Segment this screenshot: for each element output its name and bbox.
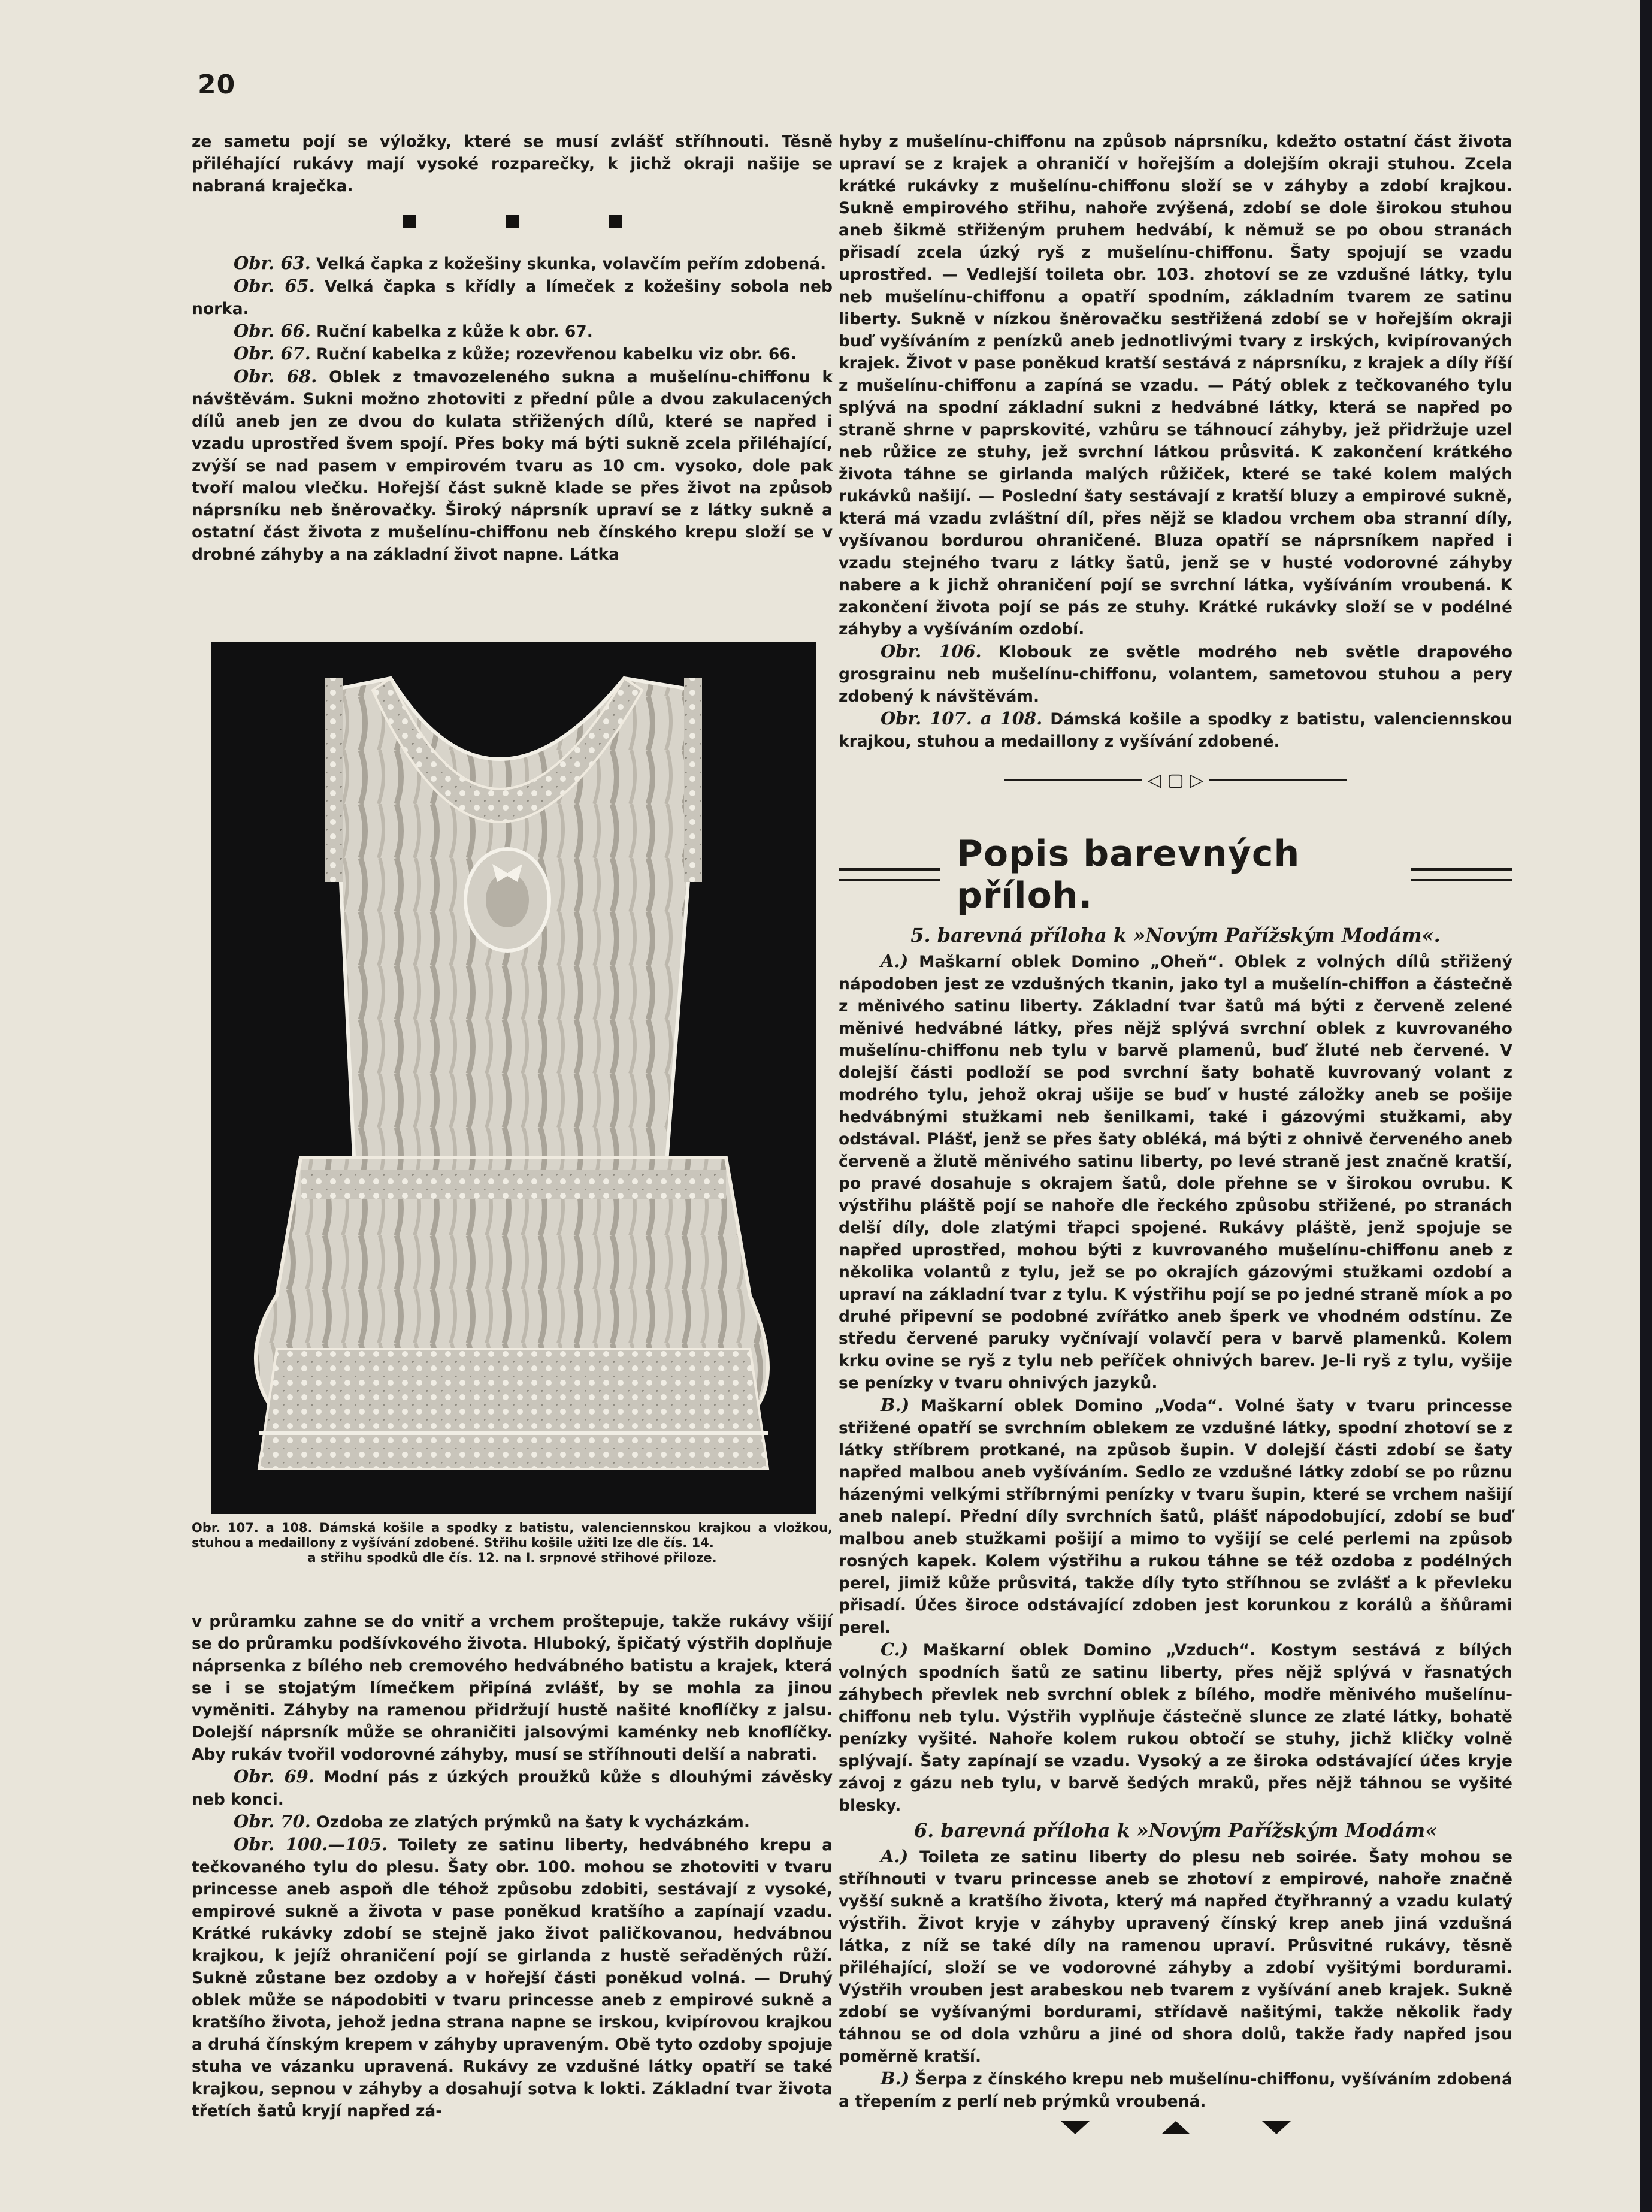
entry-obr-100-105: Obr. 100.—105. Toilety ze satinu liberty, hedvábného krepu a tečkovaného tylu do plesu. Šaty obr. 100. mohou se zhotoviti v tvaru princesse aneb aspoň dle téhož způsobu zdobiti, sestávají z vysoké, empirové sukně a života v pase poněkud kratšího a zapínají vzadu. Krátké rukávky zdobí se stejně jako život paličkovanou, hedvábnou krajkou, k jejíž ohraničení pojí se girlanda z hustě seřaděných růží. Sukně zůstane bez ozdoby a v hořejší části poněkud volná. — Druhý oblek může se nápodobiti v tvaru princesse aneb z empirové sukně a kratšího života, jehož jedna strana napne se irskou, kvipírovou krajkou a druhá čínským krepem v záhyby upraveným. Obě tyto ozdoby spojuje stuha ve vázanku upravená. Rukávy ze vzdušné látky opatří se také krajkou, sepnou v záhyby a dosahují sotva k lokti. Základní tvar života třetích šatů kryjí napřed zá- [192,1834,833,2120]
divider-line-right [1209,779,1347,781]
triangle-down-icon [1262,2121,1291,2134]
triangle-up-icon [1161,2121,1190,2134]
plate5-item-b: B.) Maškarní oblek Domino „Voda“. Volné šaty v tvaru princesse střižené opatří se svrchním oblekem ze vzdušné látky, spodní zhotoví se z látky stříbrem protkané, na způsob šupin. V dolejší části zdobí se šaty napřed malbou aneb vyšíváním. Sedlo ze vzdušné látky zdobí se po různu házenými velkými stříbrnými penízky v tvaru šupin, které se vrchem našijí aneb nalepí. Přední díly svrchních šatů, plášť nápodobující, zdobí se buď malbou aneb stužkami pošijí a mimo to vyšijí se celé perlemi na způsob rosných kapek. Kolem výstřihu a rukou táhne se též ozdoba z podélných perel, jimiž kůže průsvitá, takže díly tyto stříhnou se zvlášť a k převleku přisadí. Účes široce odstávající zdoben jest korunkou z korálů a šňůrami perel. [839,1395,1512,1637]
square-ornament [403,215,416,228]
medallion-center [486,872,529,927]
divider-line-left [1004,779,1142,781]
square-ornament [506,215,519,228]
subheading-plate-6: 6. barevná příloha k »Novým Pařížským Modám« [913,1819,1438,1842]
ornamental-divider [839,768,1512,792]
subheading-plate-5: 5. barevná příloha k »Novým Pařížským Modám«. [910,924,1441,947]
page-number: 20 [198,69,236,100]
section-break-squares [192,215,833,228]
entry-obr-68: Obr. 68. Oblek z tmavozeleného sukna a mušelínu-chiffonu k návštěvám. Sukni možno zhotoviti z přední půle a dvou zakulacených dílů aneb jen ze dvou do kulata střižených dílů, které se napřed i vzadu uprostřed švem spojí. Přes boky má býti sukně zcela přiléhající, zvýší se nad pasem v empirovém tvaru as 10 cm. vysoko, dole pak tvoří malou vlečku. Hořejší část sukně klade se přes život na způsob náprsníku neb šněrovačky. Široký náprsník upraví se z látky sukně a ostatní část života z mušelínu-chiffonu neb čínského krepu složí se v drobné záhyby a na základní život napne. Látka [192,366,833,564]
entry-obr-65: Obr. 65. Velká čapka s křídly a límeček z kožešiny sobola neb norka. [192,276,833,318]
section-heading [839,833,1512,917]
caption-line-2: a střihu spodků dle čís. 12. na I. srpnové střihové přiloze. [307,1551,717,1565]
divider-ornament: ◁ ▢ ▷ [1147,769,1204,791]
plate5-item-a: A.) Maškarní oblek Domino „Oheň“. Oblek z volných dílů střižený nápodoben jest ze vzdušných tkanin, jako tyl a mušelín-chiffon a částečně z měnivého satinu liberty. Základní tvar šatů má býti z červeně zelené měnivé hedvábné látky, přes nějž splývá svrchní oblek z kuvrovaného mušelínu-chiffonu neb tylu v barvě plamenů, buď žluté neb červené. V dolejší části podloží se pod svrchní šaty bohatě kuvrovaný volant z modrého tylu, jehož okraj ušije se buď v husté záložky aneb se pošije hedvábnými stužkami neb šenilkami, také i gázovými stužkami, aby odstával. Plášť, jenž se přes šaty obléká, má býti z ohnivě červeného aneb červeně a žlutě měnivého satinu liberty, po levé straně jest značně kratší, po pravé dosahuje s okrajem šatů, dole přehne se v širokou ovrubu. K výstřihu pláště pojí se nahoře dle řeckého způsobu střižené, po stranách delší díly, dole zlatými třapci spojené. Rukávy pláště, jenž spojuje se napřed uprostřed, mohou býti z kuvrovaného mušelínu-chiffonu aneb z několika volantů z tylu, jež se po okrajích gázovými stužkami ozdobí a upraví na základní tvar z tylu. K výstřihu pojí se po jedné straně míok a po druhé připevní se podobné zvířátko aneb šperk ve vhodném odstínu. Ze středu červené paruky vyčnívají volavčí pera v barvě plamenků. Kolem krku ovine se ryš z tylu neb peříček ohnivých barev. Je-li ryš z tylu, vyšije se penízky v tvaru ohnivých jazyků. [839,951,1512,1392]
paragraph-toilets-continued: hyby z mušelínu-chiffonu na způsob náprsníku, kdežto ostatní část života upraví se z krajek a ohraničí v hořejším a dolejším okraji stuhou. Zcela krátké rukávky z mušelínu-chiffonu složí se v záhyby a zdobí krajkou. Sukně empirového střihu, nahoře zvýšená, zdobí se dole širokou stuhou aneb šikmě střiženým pruhem hedvábí, k němuž se po obou stranách přisadí zcela úzký ryš z mušelínu-chiffonu. Šaty spojují se vzadu uprostřed. — Vedlejší toileta obr. 103. zhotoví se ze vzdušné látky, tylu neb mušelínu-chiffonu a opatří spodním, základním tvarem ze satinu liberty. Sukně v nízkou šněrovačku sestřižená zdobí se v hořejším okraji buď vyšíváním z penízků aneb jednotlivými tvary z irských, kvipírovaných krajek. Život v pase poněkud kratší sestává z náprsníku, z krajek a díly říší z mušelínu-chiffonu a zapíná se vzadu. — Pátý oblek z tečkovaného tylu splývá na spodní základní sukni z hedvábné látky, která se napřed po straně shrne v paprskovité, vzhůru se táhnoucí záhyby, jež přidržuje uzel neb růžice ze stuhy, jež svrchní látkou průsvitá. K zakončení krátkého života táhne se girlanda malých růžiček, které se také kolem malých rukávků našijí. — Poslední šaty sestávají z kratší bluzy a empirové sukně, která má vzadu zvláštní díl, přes nějž se kladou vrchem oba stranní díly, vyšívanou bordurou ohraničené. Bluza opatří se náprsníkem napřed i vzadu stejného tvaru z látky šatů, jenž se v husté vodorovné záhyby nabere a k jichž ohraničení pojí se svrchní látka, vyšíváním vroubená. K zakončení života pojí se pás ze stuhy. Krátké rukávky složí se v podélné záhyby a vyšíváním ozdobí. [839,132,1512,639]
entry-obr-107-108: Obr. 107. a 108. Dámská košile a spodky z batistu, valenciennskou krajkou, stuhou a medaillony z vyšívání zdobené. [839,708,1512,751]
left-column-top [192,131,833,566]
entry-obr-69: Obr. 69. Modní pás z úzkých proužků kůže s dlouhými závěsky neb konci. [192,1766,833,1809]
entry-obr-63: Obr. 63. Velká čapka z kožešiny skunka, volavčím peřím zdobená. [234,253,827,273]
entry-obr-70: Obr. 70. Ozdoba ze zlatých prýmků na šaty k vycházkám. [234,1811,750,1832]
triangle-down-icon [1061,2121,1090,2134]
chemise-illustration [211,642,816,1514]
right-column-bottom [839,833,1512,2134]
heading-rule-right [1411,868,1512,881]
entry-obr-67: Obr. 67. Ruční kabelka z kůže; rozevřenou kabelku viz obr. 66. [234,343,797,364]
paragraph-sleeves: v průramku zahne se do vnitř a vrchem proštepuje, takže rukávy všijí se do průramku podšívkového života. Hluboký, špičatý výstřih doplňuje náprsenka z bílého neb cremového hedvábného batistu a krajek, která se i se stojatým límečkem připíná zvlášť, by se mohla za jinou vyměniti. Záhyby na ramenou přidržují hustě našité knoflíčky z jalsu. Dolejší náprsník může se ohraničiti jalsovými kaménky neb knoflíčky. Aby rukáv tvořil vodorovné záhyby, musí se stříhnouti delší a nabrati. [192,1612,833,1764]
caption-line-1: Obr. 107. a 108. Dámská košile a spodky z batistu, valenciennskou krajkou a vložkou, stuhou a medaillony z vyšívání zdobené. Střihu košile užiti lze dle čís. 14. [192,1521,833,1550]
page-edge-shadow [1640,0,1652,2212]
square-ornament [609,215,622,228]
left-column-bottom [192,1610,833,2122]
drawers-waistband-lace [301,1170,726,1199]
entry-obr-66: Obr. 66. Ruční kabelka z kůže k obr. 67. [234,321,593,341]
figure-caption [192,1521,833,1566]
right-column-top [839,131,1512,792]
figure-chemise-and-drawers [211,642,816,1514]
right-shoulder-lace [684,678,702,882]
plate5-item-c: C.) Maškarní oblek Domino „Vzduch“. Kostym sestává z bílých volných spodních šatů ze satinu liberty, přes nějž splývá v řasnatých záhybech převlek neb svrchní oblek z bílého, modře měnivého mušelínu-chiffonu neb tylu. Výstřih vyplňuje částečně slunce ze zlaté látky, bohatě penízky vyšité. Nahoře kolem rukou obtočí se stuhy, jichž kličky volně splývají. Šaty zapínají se vzadu. Vysoký a ze široka odstávající účes kryje závoj z gázu neb tylu, v barvě šedých mraků, přes nějž táhnou se vyšité blesky. [839,1639,1512,1815]
entry-obr-106: Obr. 106. Klobouk ze světle modrého neb světle drapového grosgrainu neb mušelínu-chiffonu, volantem, sametovou stuhou a pery zdobený k návštěvám. [839,641,1512,706]
page-end-ornament [839,2121,1512,2134]
paragraph-intro: ze sametu pojí se výložky, které se musí zvlášť stříhnouti. Těsně přiléhající rukávy mají vysoké rozparečky, k jichž okraji našije se nabraná kraječka. [192,132,833,195]
section-title: Popis barevných příloh. [956,833,1300,917]
left-shoulder-lace [325,678,343,882]
heading-rule-left [839,868,940,881]
plate6-item-b: B.) Šerpa z čínského krepu neb mušelínu-chiffonu, vyšíváním zdobená a třepením z perlí neb prýmků vroubená. [839,2068,1513,2111]
plate6-item-a: A.) Toileta ze satinu liberty do plesu neb soirée. Šaty mohou se stříhnouti v tvaru princesse aneb se zhotoví z empirové, nahoře značně vyšší sukně a kratšího života, který má napřed čtyřhranný a vzadu kulatý výstřih. Život kryje v záhyby upravený čínský krep aneb jiná vzdušná látka, z níž se také díly na ramenou upraví. Průsvitné rukávy, těsně přiléhající, složí se ve vodorovné záhyby a zdobí vyšitými bordurami. Výstřih vrouben jest arabeskou neb tvarem z vyšívání aneb krajek. Sukně zdobí se vyšívanými bordurami, střídavě našitými, takže několik řady táhnou se od dola vzhůru a jiné od shora dolů, takže řady napřed jsou poměrně kratší. [839,1846,1512,2066]
drawers-hem-lace [259,1349,768,1469]
